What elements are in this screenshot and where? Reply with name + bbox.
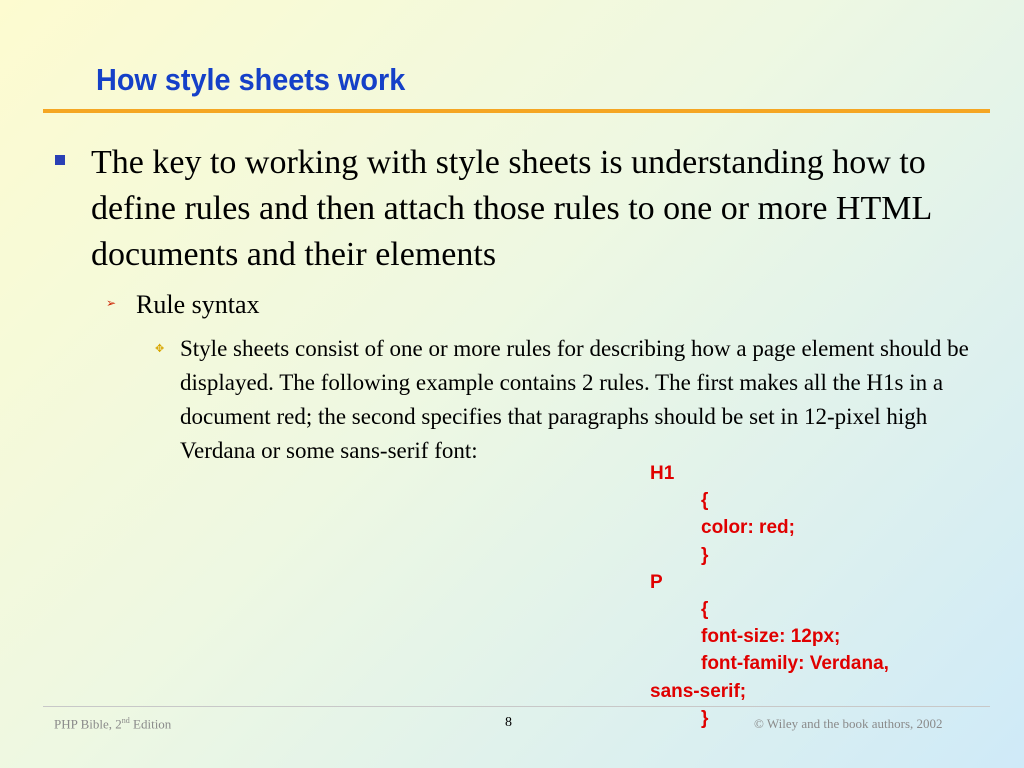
title-divider <box>43 109 990 113</box>
code-line: { <box>701 599 709 621</box>
code-line: } <box>701 544 709 566</box>
slide-title: How style sheets work <box>96 62 406 97</box>
square-bullet-icon <box>55 155 65 165</box>
css-code-example <box>650 460 889 732</box>
arrow-bullet-icon: ➢ <box>106 296 117 310</box>
bullet-level2-text: Rule syntax <box>136 290 260 319</box>
star-bullet-icon: ✥ <box>155 342 165 355</box>
code-line: } <box>701 707 709 729</box>
code-line: sans-serif; <box>650 680 747 702</box>
code-line: font-family: Verdana, <box>701 653 889 675</box>
bullet-level3-text: Style sheets consist of one or more rules for describing how a page element should be displayed. The following example contains 2 rules. The first makes all the H1s in a document red; the second specifies that paragraphs should be set in 12-pixel high Verdana or some sans-serif font: <box>180 336 969 463</box>
page-number: 8 <box>505 715 512 730</box>
code-line: color: red; <box>701 517 795 539</box>
code-line: font-size: 12px; <box>701 626 841 648</box>
bullet-level1-text: The key to working with style sheets is understanding how to define rules and then attach those rules to one or more HTML documents and their elements <box>91 144 931 273</box>
footer-copyright: © Wiley and the book authors, 2002 <box>754 716 943 731</box>
code-line: { <box>701 490 709 512</box>
code-line: P <box>650 571 663 593</box>
code-line: H1 <box>650 463 675 484</box>
footer-book-title: PHP Bible, 2nd Edition <box>54 716 172 732</box>
footer-divider <box>43 706 990 707</box>
